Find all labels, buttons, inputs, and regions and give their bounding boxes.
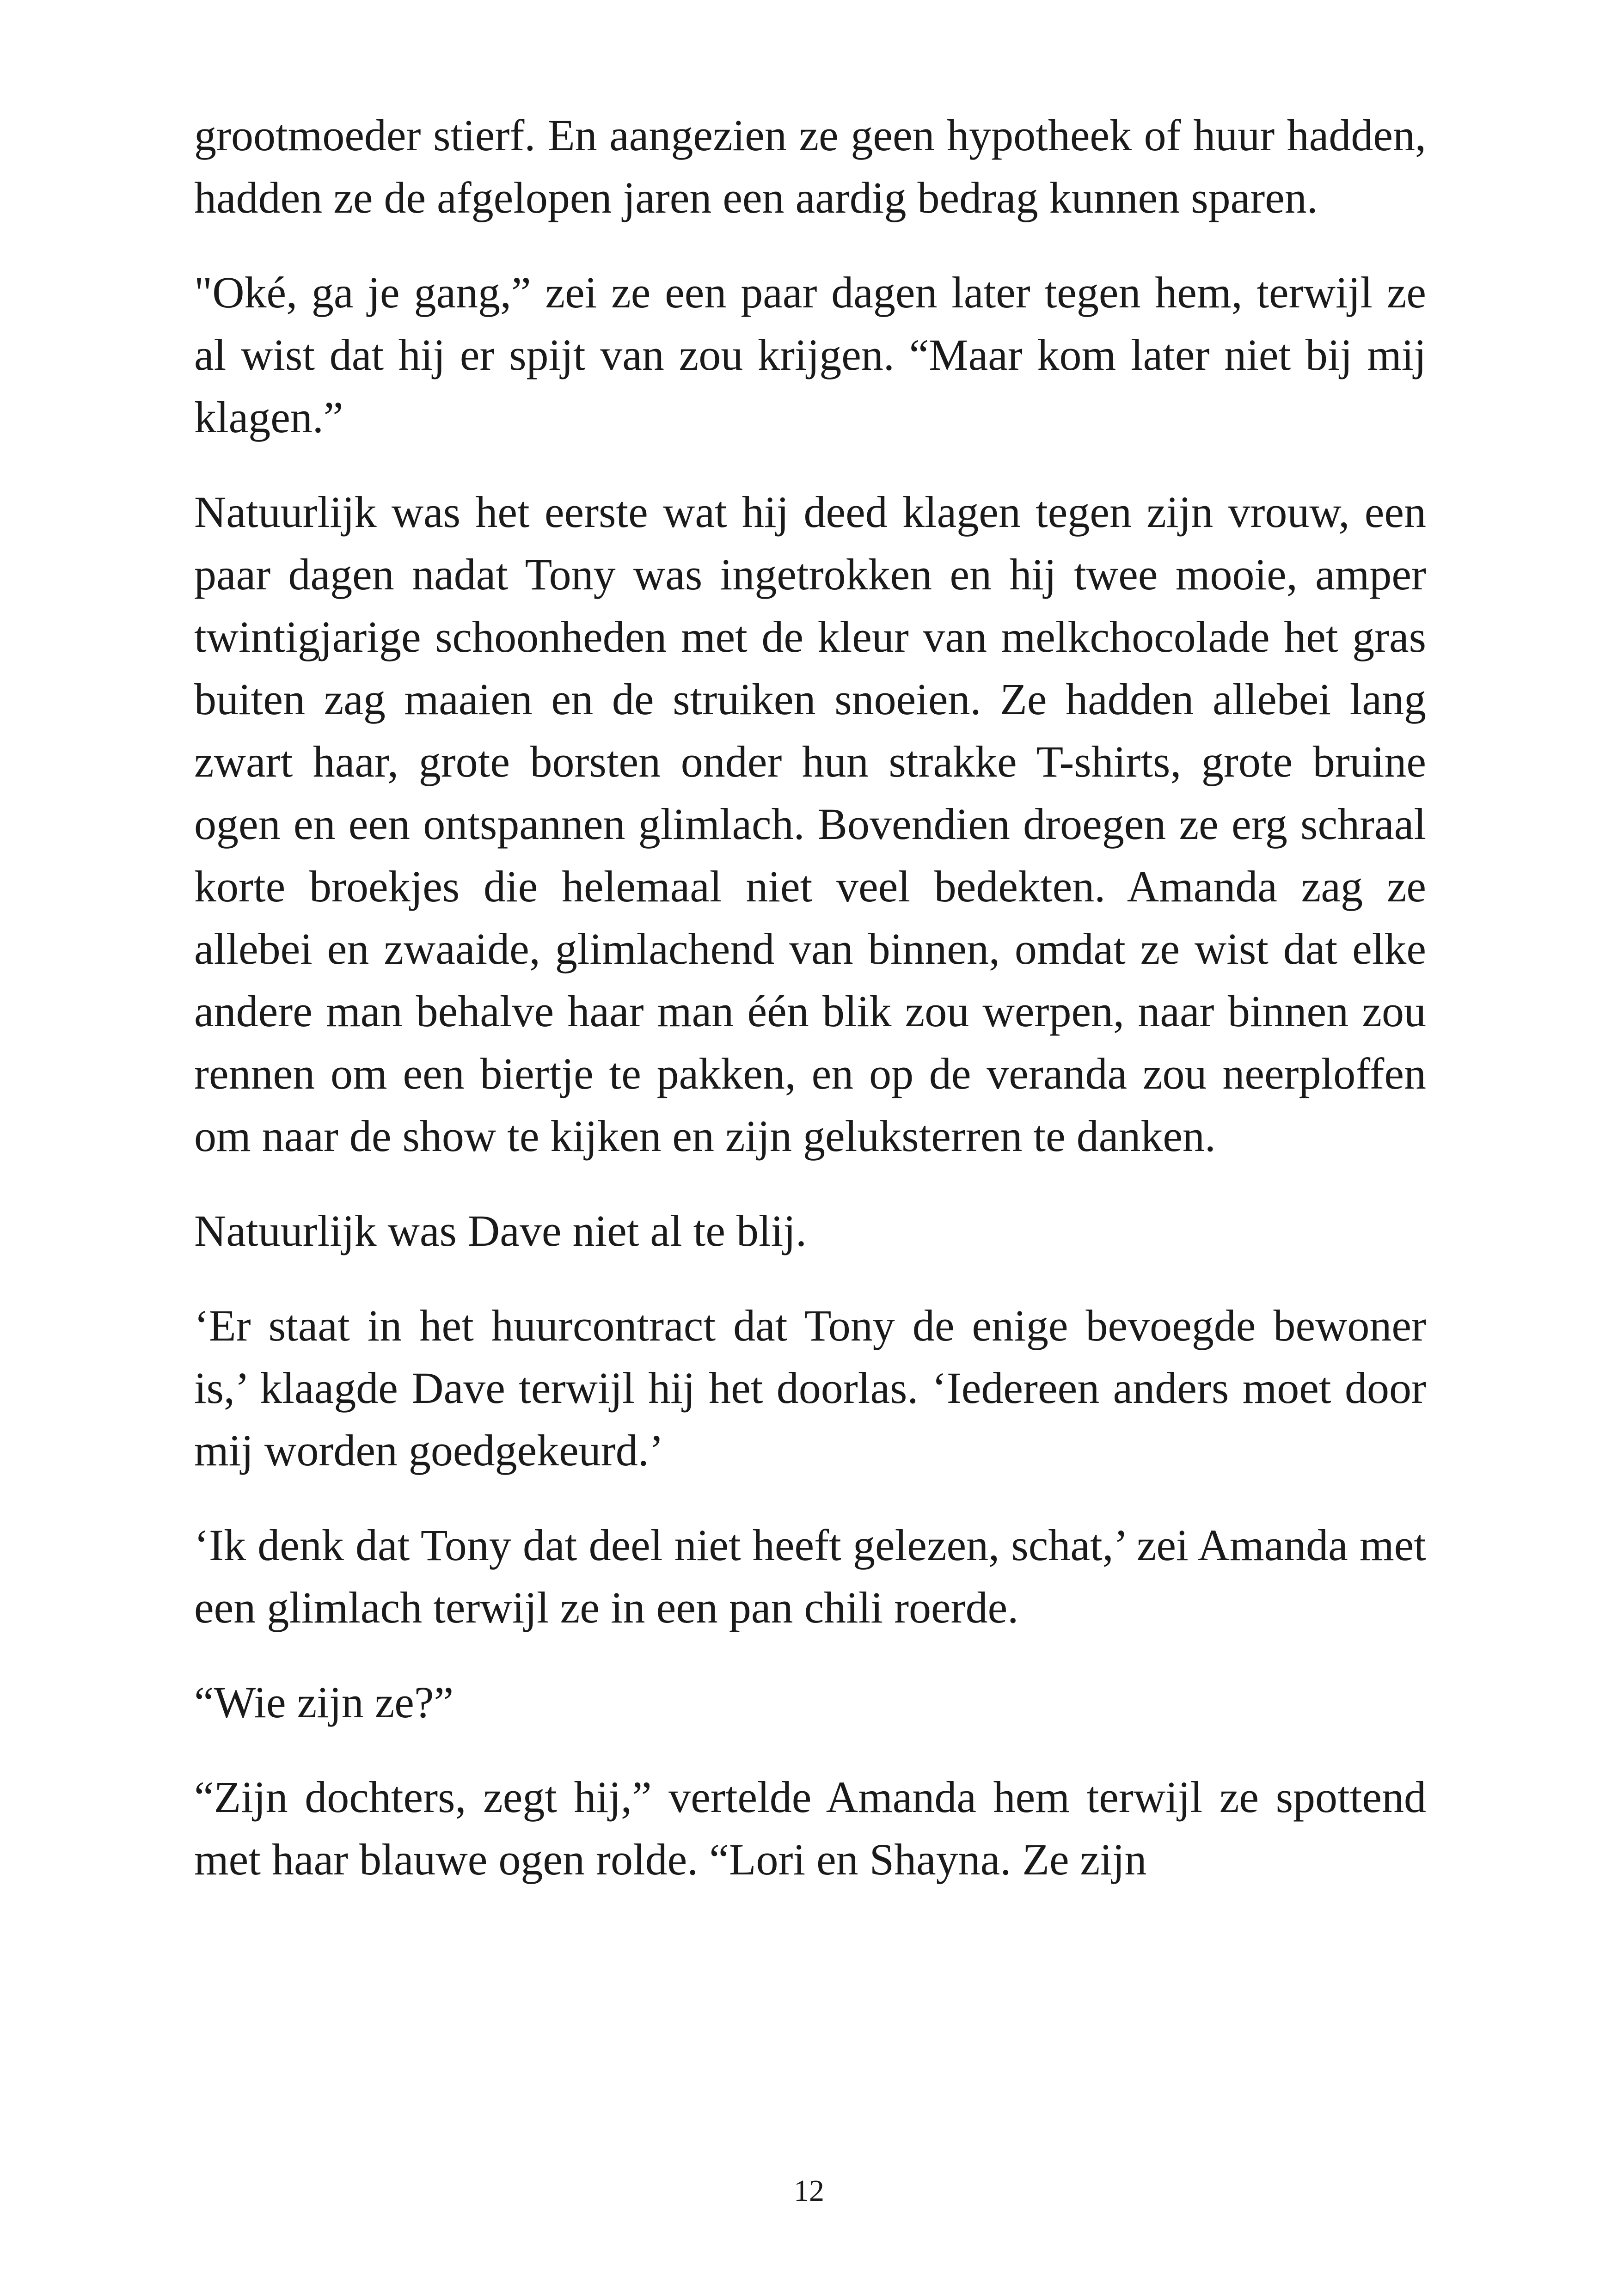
paragraph: “Zijn dochters, zegt hij,” vertelde Amanda hem terwijl ze spottend met haar blauwe ogen rolde. “Lori en Shayna. Ze zijn [194, 1772, 1426, 1884]
paragraph: grootmoeder stierf. En aangezien ze geen hypotheek of huur hadden, hadden ze de afgelopen jaren een aardig bedrag kunnen sparen. [194, 110, 1426, 222]
body-text [194, 104, 1426, 1891]
paragraph: ‘Ik denk dat Tony dat deel niet heeft gelezen, schat,’ zei Amanda met een glimlach terwijl ze in een pan chili roerde. [194, 1520, 1426, 1632]
paragraph: Natuurlijk was het eerste wat hij deed klagen tegen zijn vrouw, een paar dagen nadat Tony was ingetrokken en hij twee mooie, amper twintigjarige schoonheden met de kleur van melkchocolade het gras buiten zag maaien en de struiken snoeien. Ze hadden allebei lang zwart haar, grote borsten onder hun strakke T-shirts, grote bruine ogen en een ontspannen glimlach. Bovendien droegen ze erg schraal korte broekjes die helemaal niet veel bedekten. Amanda zag ze allebei en zwaaide, glimlachend van binnen, omdat ze wist dat elke andere man behalve haar man één blik zou werpen, naar binnen zou rennen om een biertje te pakken, en op de veranda zou neerploffen om naar de show te kijken en zijn geluksterren te danken. [194, 487, 1426, 1161]
page-number: 12 [794, 2174, 824, 2208]
paragraph: ‘Er staat in het huurcontract dat Tony de enige bevoegde bewoner is,’ klaagde Dave terwijl hij het doorlas. ‘Iedereen anders moet door mij worden goedgekeurd.’ [194, 1301, 1426, 1475]
paragraph: Natuurlijk was Dave niet al te blij. [194, 1206, 807, 1255]
paragraph: “Wie zijn ze?” [194, 1678, 454, 1727]
paragraph: "Oké, ga je gang,” zei ze een paar dagen later tegen hem, terwijl ze al wist dat hij er spijt van zou krijgen. “Maar kom later niet bij mij klagen.” [194, 268, 1426, 442]
